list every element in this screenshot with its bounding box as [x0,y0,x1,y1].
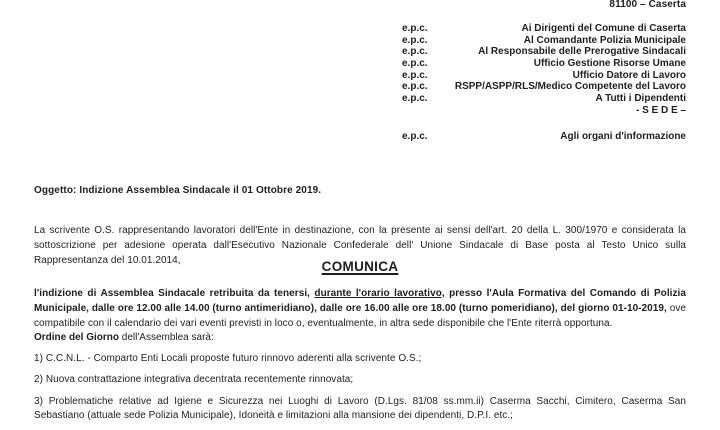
sede-line: - S E D E – [635,104,686,116]
announcement-bold-underline: durante l'orario lavorativo, [314,288,445,299]
recipient-row [402,46,686,58]
recipient-row [402,35,686,47]
agenda-heading [34,331,686,345]
epc-label: e.p.c. [402,23,428,34]
agenda-heading-bold: Ordine del Giorno [34,332,120,343]
epc-label: e.p.c. [402,58,428,70]
recipient-name: RSPP/ASPP/RLS/Medico Competente del Lavoro [454,81,686,93]
recipient-name: Ufficio Gestione Risorse Umane [533,58,686,70]
recipient-name: A Tutti i Dipendenti [595,93,686,105]
recipient-row [402,81,686,93]
announcement-regular: ove compatibile con il calendario dei vari eventi previsti in loco o, eventualmente, in altra sede disponibile che l'Ente riterrà opportuna. [34,303,686,329]
agenda-item-2: 2) Nuova contrattazione integrativa decentrata recentemente rinnovata; [34,374,354,385]
sede-line-row [402,105,686,117]
comunica-heading [34,259,686,274]
recipient-row [402,93,686,105]
recipient-row [402,23,686,35]
info-recipient-row [402,131,686,143]
recipient-row [402,70,686,82]
recipient-name: Ai Dirigenti del Comune di Caserta [521,23,686,34]
agenda-item-3: 3) Problematiche relative ad Igiene e Sicurezza nei Luoghi di Lavoro (D.Lgs. 81/08 ss.mm.ii) Caserma Sacchi, Cimitero, Caserma San Sebastiano (attuale sede Polizia Municipale), Idoneità e limitazioni alla mansione dei dipendenti, D.P.I. etc.; [34,396,686,422]
subject-line: Oggetto: Indizione Assemblea Sindacale il 01 Ottobre 2019. [34,185,322,196]
letterhead-city: 81100 – Caserta [609,0,686,10]
recipient-row [402,58,686,70]
recipients-block [402,23,686,117]
recipient-name: Al Comandante Polizia Municipale [523,34,686,46]
epc-label: e.p.c. [402,81,428,93]
agenda-heading-rest: dell'Assemblea sarà: [119,332,214,343]
epc-label: e.p.c. [402,93,428,105]
epc-label: e.p.c. [402,46,428,58]
recipient-name: Al Responsabile delle Prerogative Sindacali [478,46,686,58]
intro-paragraph: La scrivente O.S. rappresentando lavoratori dell'Ente in destinazione, con la presente ai sensi dell'art. 20 della L. 300/1970 e considerata la sottoscrizione per adesione operata dall'Esecutivo Nazionale Confederale dell' Unione Sindacale di Base posta al Testo Unico sulla Rappresentanza del 10.01.2014, [34,225,686,266]
recipient-name: Ufficio Datore di Lavoro [572,69,686,81]
announcement-bold-1: l'indizione di Assemblea Sindacale retribuita da tenersi, [34,288,315,299]
comunica-heading-text: COMUNICA [321,259,399,274]
epc-label: e.p.c. [402,69,428,81]
announcement-bold-2: presso l'Aula Formativa del Comando di Polizia Municipale, dalle ore 12.00 alle 14.00 (turno antimeridiano), dalle ore 16.00 alle ore 18.00 (turno pomeridiano), del giorno 01-10-2019, [34,288,686,314]
recipient-name: Agli organi d'informazione [560,131,686,142]
agenda-item-1: 1) C.C.N.L. - Comparto Enti Locali proposte futuro rinnovo aderenti alla scrivente O.S.; [34,353,422,364]
epc-label: e.p.c. [402,131,428,142]
epc-label: e.p.c. [402,34,428,46]
announcement-paragraph [34,286,686,331]
